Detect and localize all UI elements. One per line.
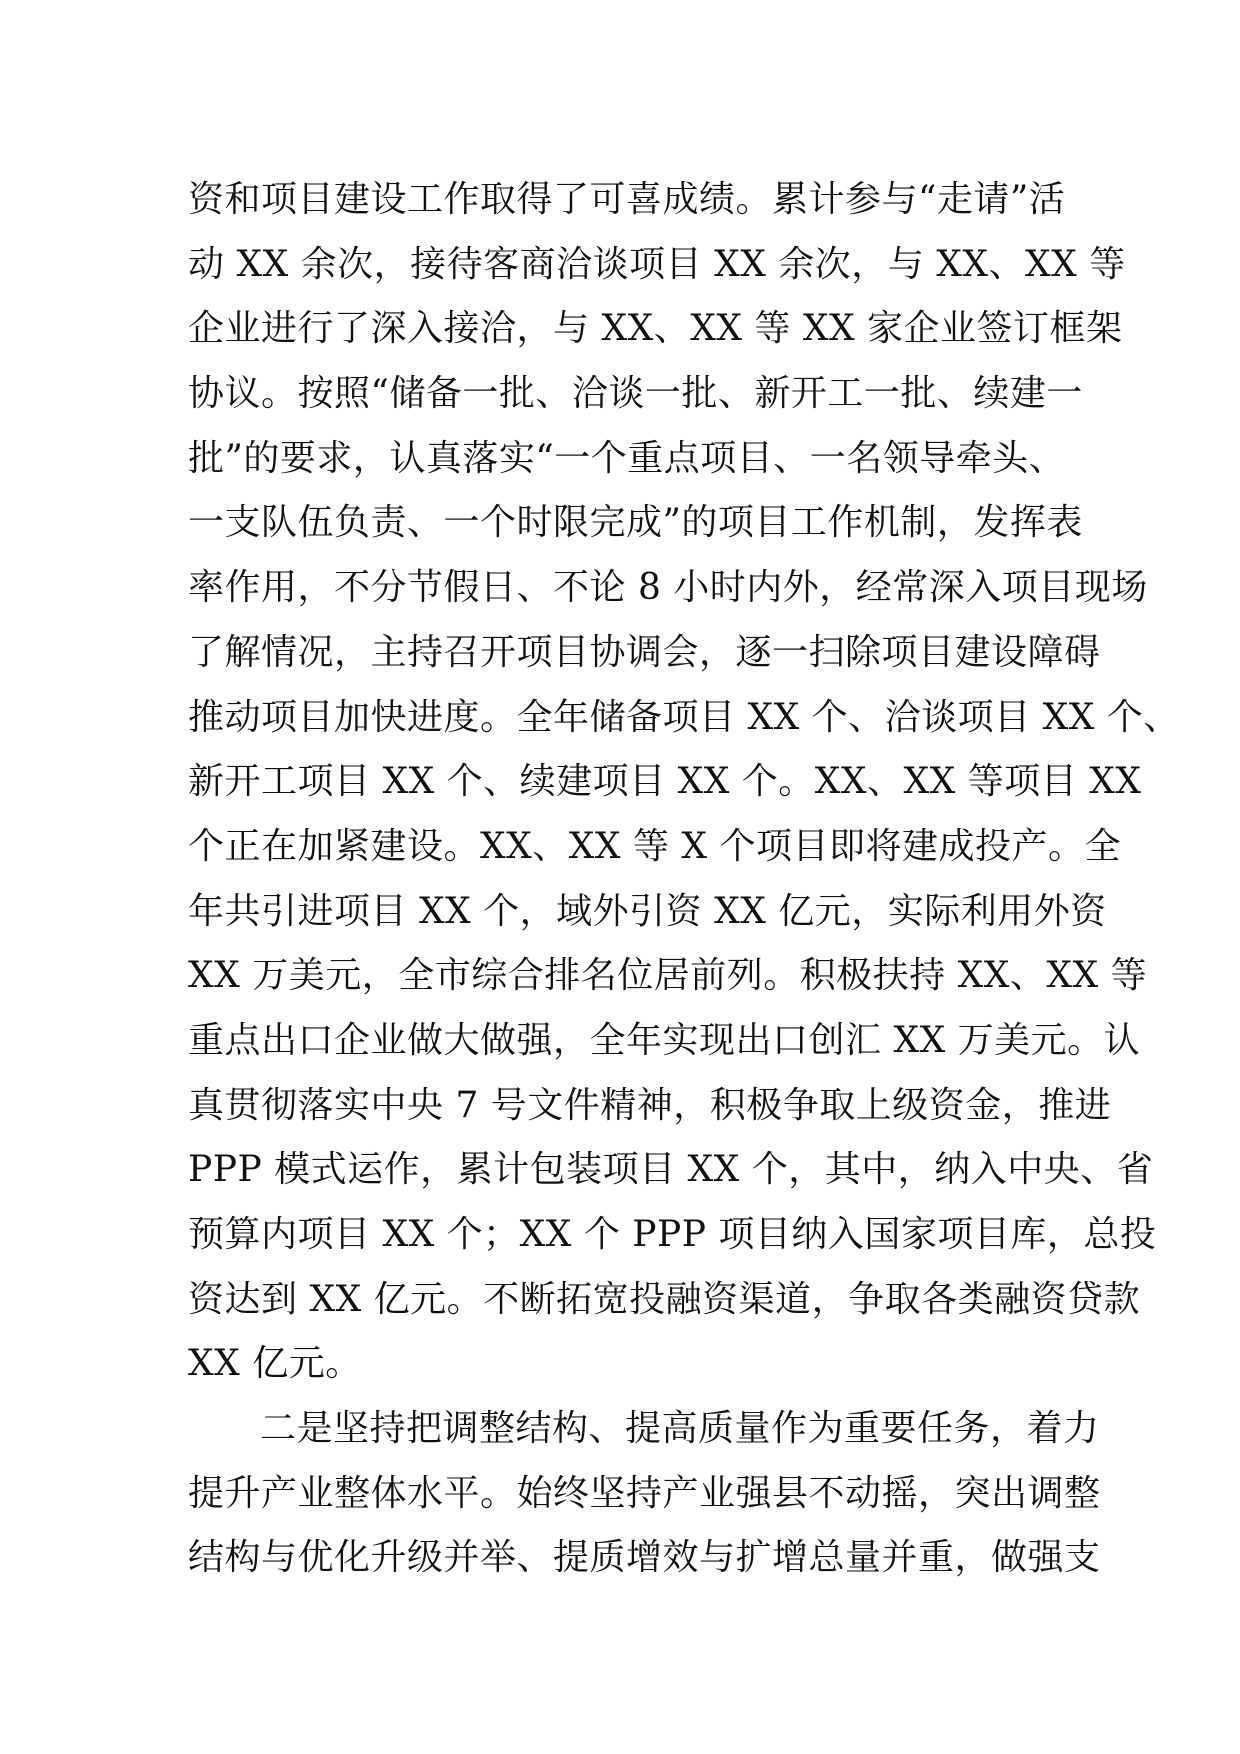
text-line: PPP 模式运作，累计包装项目 XX 个，其中，纳入中央、省 xyxy=(188,1149,1154,1191)
text-line: XX 亿元。 xyxy=(188,1343,362,1385)
text-line: 二是坚持把调整结构、提高质量作为重要任务，着力 xyxy=(260,1408,1100,1450)
text-line: 资达到 XX 亿元。不断拓宽投融资渠道，争取各类融资贷款 xyxy=(188,1278,1141,1320)
text-line: 资和项目建设工作取得了可喜成绩。累计参与“走请”活 xyxy=(188,179,1066,220)
text-line: 结构与优化升级并举、提质增效与扩增总量并重，做强支 xyxy=(188,1537,1101,1579)
text-line: 率作用，不分节假日、不论 8 小时内外，经常深入项目现场 xyxy=(188,567,1148,609)
text-line: 重点出口企业做大做强，全年实现出口创汇 XX 万美元。认 xyxy=(188,1019,1141,1061)
text-line: 新开工项目 XX 个、续建项目 XX 个。XX、XX 等项目 XX xyxy=(188,761,1142,803)
text-line: 动 XX 余次，接待客商洽谈项目 XX 余次，与 XX、XX 等 xyxy=(188,243,1126,285)
text-line: 协议。按照“储备一批、洽谈一批、新开工一批、续建一 xyxy=(188,373,1083,415)
text-line: 推动项目加快进度。全年储备项目 XX 个、洽谈项目 XX 个、 xyxy=(188,696,1180,738)
text-line: 了解情况，主持召开项目协调会，逐一扫除项目建设障碍 xyxy=(188,631,1101,673)
text-line: 提升产业整体水平。始终坚持产业强县不动摇，突出调整 xyxy=(188,1472,1101,1514)
text-line: 年共引进项目 XX 个，域外引资 XX 亿元，实际利用外资 xyxy=(188,890,1107,932)
text-line: 企业进行了深入接洽，与 XX、XX 等 XX 家企业签订框架 xyxy=(188,308,1123,350)
text-line: 真贯彻落实中央 7 号文件精神，积极争取上级资金，推进 xyxy=(188,1084,1112,1126)
text-line: 一支队伍负责、一个时限完成”的项目工作机制，发挥表 xyxy=(188,502,1083,544)
text-line: XX 万美元，全市综合排名位居前列。积极扶持 XX、XX 等 xyxy=(188,955,1148,997)
paragraph-2 xyxy=(188,1397,1101,1591)
text-line: 预算内项目 XX 个；XX 个 PPP 项目纳入国家项目库，总投 xyxy=(188,1214,1157,1255)
text-line: 个正在加紧建设。XX、XX 等 X 个项目即将建成投产。全 xyxy=(188,825,1121,867)
text-line: 批”的要求，认真落实“一个重点项目、一名领导牵头、 xyxy=(188,437,1066,479)
body-text xyxy=(188,168,1180,1591)
paragraph-1 xyxy=(188,168,1180,1397)
